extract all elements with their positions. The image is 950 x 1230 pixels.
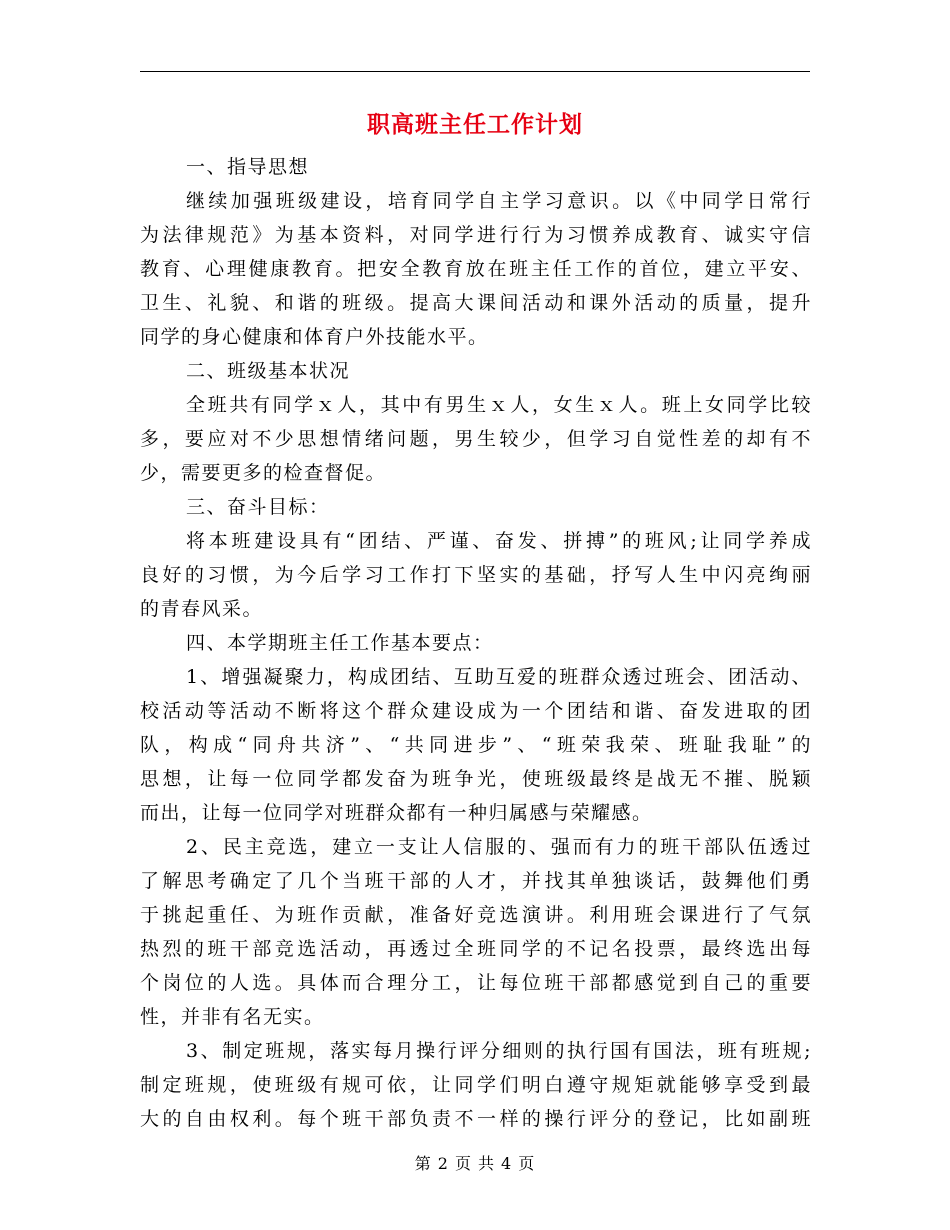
- text-line: 了解思考确定了几个当班干部的人才，并找其单独谈话，鼓舞他们勇: [140, 870, 812, 892]
- footer-middle: 页 共: [454, 1154, 496, 1173]
- text-line: 2、民主竞选，建立一支让人信服的、强而有力的班干部队伍透过: [186, 836, 812, 858]
- header-rule: [140, 71, 810, 72]
- text-line: 于挑起重任、为班作贡献，准备好竞选演讲。利用班会课进行了气氛: [140, 904, 812, 926]
- text-line: 的青春风采。: [140, 598, 264, 620]
- text-line: 校活动等活动不断将这个群众建设成为一个团结和谐、奋发进取的团: [140, 700, 812, 722]
- text-line: 思想，让每一位同学都发奋为班争光，使班级最终是战无不摧、脱颖: [140, 768, 812, 790]
- text-line: 1、增强凝聚力，构成团结、互助互爱的班群众透过班会、团活动、: [186, 666, 812, 688]
- section-heading-goals: 三、奋斗目标：: [186, 496, 330, 518]
- text-line: 而出，让每一位同学对班群众都有一种归属感与荣耀感。: [140, 802, 653, 824]
- text-line: 教育、心理健康教育。把安全教育放在班主任工作的首位，建立平安、: [140, 258, 812, 280]
- footer-page-current: 2: [437, 1154, 449, 1173]
- text-line: 队，构成“同舟共济”、“共同进步”、“班荣我荣、班耻我耻”的: [140, 734, 812, 756]
- text-line: 少，需要更多的检查督促。: [140, 462, 387, 484]
- footer-page-total: 4: [501, 1154, 513, 1173]
- text-line: 性，并非有名无实。: [140, 1006, 325, 1028]
- section-heading-class-status: 二、班级基本状况: [186, 360, 351, 382]
- text-line: 卫生、礼貌、和谐的班级。提高大课间活动和课外活动的质量，提升: [140, 292, 812, 314]
- text-line: 热烈的班干部竞选活动，再透过全班同学的不记名投票，最终选出每: [140, 938, 812, 960]
- section-heading-guiding-ideology: 一、指导思想: [186, 156, 310, 178]
- document-title: 职高班主任工作计划: [367, 111, 583, 138]
- text-line: 继续加强班级建设，培育同学自主学习意识。以《中同学日常行: [186, 190, 812, 212]
- section-heading-key-points: 四、本学期班主任工作基本要点：: [186, 632, 494, 654]
- text-line: 制定班规，使班级有规可依，让同学们明白遵守规矩就能够享受到最: [140, 1074, 812, 1096]
- text-line: 个岗位的人选。具体而合理分工，让每位班干部都感觉到自己的重要: [140, 972, 812, 994]
- text-line: 3、制定班规，落实每月操行评分细则的执行国有国法，班有班规;: [186, 1040, 812, 1062]
- page-footer: [140, 1152, 810, 1176]
- text-line: 多，要应对不少思想情绪问题，男生较少，但学习自觉性差的却有不: [140, 428, 812, 450]
- text-line: 将本班建设具有“团结、严谨、奋发、拼搏”的班风;让同学养成: [186, 530, 812, 552]
- text-line: 全班共有同学ｘ人，其中有男生ｘ人，女生ｘ人。班上女同学比较: [186, 394, 812, 416]
- text-line: 大的自由权利。每个班干部负责不一样的操行评分的登记，比如副班: [140, 1108, 812, 1130]
- document-body: [140, 150, 812, 1136]
- text-line: 同学的身心健康和体育户外技能水平。: [140, 326, 489, 348]
- footer-suffix: 页: [518, 1154, 536, 1173]
- text-line: 为法律规范》为基本资料，对同学进行行为习惯养成教育、诚实守信: [140, 224, 812, 246]
- text-line: 良好的习惯，为今后学习工作打下坚实的基础，抒写人生中闪亮绚丽: [140, 564, 812, 586]
- footer-prefix: 第: [414, 1154, 432, 1173]
